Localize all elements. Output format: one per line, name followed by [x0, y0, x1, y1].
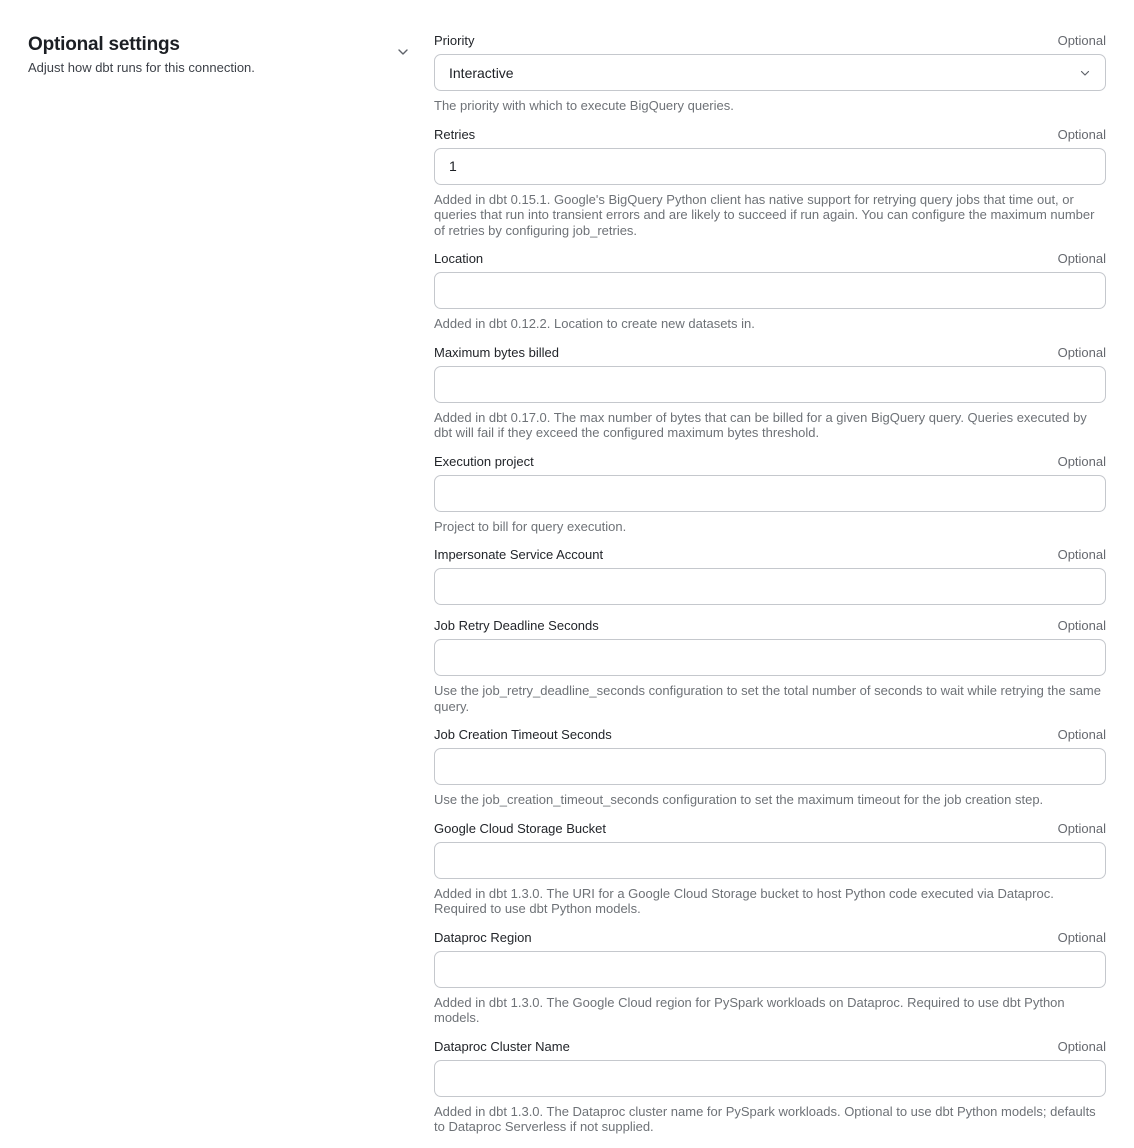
job-retry-deadline-seconds-input[interactable] [434, 639, 1106, 676]
field-head [434, 127, 1106, 143]
impersonate-service-account-field [434, 547, 1106, 605]
dataproc-cluster-name-label: Dataproc Cluster Name [434, 1038, 570, 1054]
priority-label: Priority [434, 33, 475, 48]
job-retry-deadline-seconds-label: Job Retry Deadline Seconds [434, 618, 599, 633]
field-head [434, 251, 1106, 267]
location-field [434, 251, 1106, 332]
optional-badge: Optional [1057, 929, 1106, 945]
field-control [434, 1060, 1106, 1097]
field-control [434, 842, 1106, 879]
google-cloud-storage-bucket-label: Google Cloud Storage Bucket [434, 820, 606, 836]
field-head [434, 1039, 1106, 1055]
section-title: Optional settings [28, 34, 180, 55]
selected-option-label: Interactive [449, 64, 514, 81]
google-cloud-storage-bucket-field [434, 821, 1106, 917]
field-help-text: Added in dbt 1.3.0. The Google Cloud region for PySpark workloads on Dataproc. Required to use dbt Python models. [434, 994, 1065, 1025]
maximum-bytes-billed-field [434, 345, 1106, 441]
field-help-text: Project to bill for query execution. [434, 518, 627, 534]
field-help-text: Use the job_retry_deadline_seconds configuration to set the total number of seconds to wait while retrying the same query. [434, 683, 1101, 714]
dataproc-region-label: Dataproc Region [434, 929, 532, 945]
field-head [434, 454, 1106, 470]
dataproc-region-field [434, 930, 1106, 1026]
field-control [434, 475, 1106, 512]
job-creation-timeout-seconds-field [434, 727, 1106, 808]
field-help-text: Added in dbt 0.17.0. The max number of bytes that can be billed for a given BigQuery query. Queries executed by dbt will fail if they exceed the configured maximum bytes threshold. [434, 409, 1087, 440]
field-control [434, 272, 1106, 309]
maximum-bytes-billed-input[interactable] [434, 366, 1106, 403]
field-control [434, 366, 1106, 403]
optional-badge: Optional [1057, 1038, 1106, 1054]
field-control [434, 748, 1106, 785]
optional-badge: Optional [1057, 727, 1106, 742]
optional-badge: Optional [1057, 344, 1106, 360]
optional-badge: Optional [1057, 453, 1106, 469]
dataproc-region-input[interactable] [434, 951, 1106, 988]
field-control [434, 951, 1106, 988]
location-input[interactable] [434, 272, 1106, 309]
execution-project-label: Execution project [434, 453, 534, 469]
priority-field [434, 33, 1106, 114]
optional-badge: Optional [1057, 33, 1106, 48]
optional-badge: Optional [1057, 126, 1106, 142]
job-retry-deadline-seconds-field [434, 618, 1106, 714]
section-header-text [28, 33, 255, 76]
job-creation-timeout-seconds-label: Job Creation Timeout Seconds [434, 727, 612, 742]
field-head [434, 618, 1106, 634]
section-header [28, 33, 434, 76]
field-help-text: Added in dbt 1.3.0. The URI for a Google Cloud Storage bucket to host Python code executed via Dataproc. Required to use dbt Python models. [434, 885, 1054, 916]
dataproc-cluster-name-field [434, 1039, 1106, 1135]
job-creation-timeout-seconds-input[interactable] [434, 748, 1106, 785]
field-control [434, 148, 1106, 185]
field-help-text: Use the job_creation_timeout_seconds configuration to set the maximum timeout for the job creation step. [434, 792, 1044, 807]
execution-project-field [434, 454, 1106, 535]
execution-project-input[interactable] [434, 475, 1106, 512]
retries-input[interactable] [434, 148, 1106, 185]
optional-badge: Optional [1057, 618, 1106, 633]
maximum-bytes-billed-label: Maximum bytes billed [434, 344, 559, 360]
optional-badge: Optional [1057, 547, 1106, 562]
field-help-text: Added in dbt 0.12.2. Location to create new datasets in. [434, 316, 755, 331]
retries-label: Retries [434, 126, 476, 142]
dataproc-cluster-name-input[interactable] [434, 1060, 1106, 1097]
field-control [434, 54, 1106, 91]
field-help-text: Added in dbt 1.3.0. The Dataproc cluster name for PySpark workloads. Optional to use dbt Python models; defaults to Dataproc Serverless if not supplied. [434, 1103, 1096, 1134]
collapse-section-chevron-icon[interactable] [396, 45, 410, 59]
field-head [434, 547, 1106, 563]
impersonate-service-account-label: Impersonate Service Account [434, 547, 604, 562]
field-head [434, 345, 1106, 361]
field-help-text: Added in dbt 0.15.1. Google's BigQuery Python client has native support for retrying query jobs that time out, or queries that run into transient errors and are likely to succeed if run again. You can configure the maximum number of retries by configuring job_retries. [434, 191, 1095, 238]
field-head [434, 727, 1106, 743]
field-control [434, 639, 1106, 676]
field-head [434, 821, 1106, 837]
impersonate-service-account-input[interactable] [434, 568, 1106, 605]
optional-badge: Optional [1057, 251, 1106, 266]
field-help-text: The priority with which to execute BigQuery queries. [434, 98, 734, 113]
chevron-down-icon [1079, 67, 1091, 79]
google-cloud-storage-bucket-input[interactable] [434, 842, 1106, 879]
location-label: Location [434, 251, 484, 266]
priority-select[interactable] [434, 54, 1106, 91]
field-control [434, 568, 1106, 605]
field-head [434, 33, 1106, 49]
optional-badge: Optional [1057, 820, 1106, 836]
section-subtitle: Adjust how dbt runs for this connection. [28, 60, 255, 75]
field-head [434, 930, 1106, 946]
retries-field [434, 127, 1106, 239]
optional-settings-form [434, 33, 1106, 1148]
